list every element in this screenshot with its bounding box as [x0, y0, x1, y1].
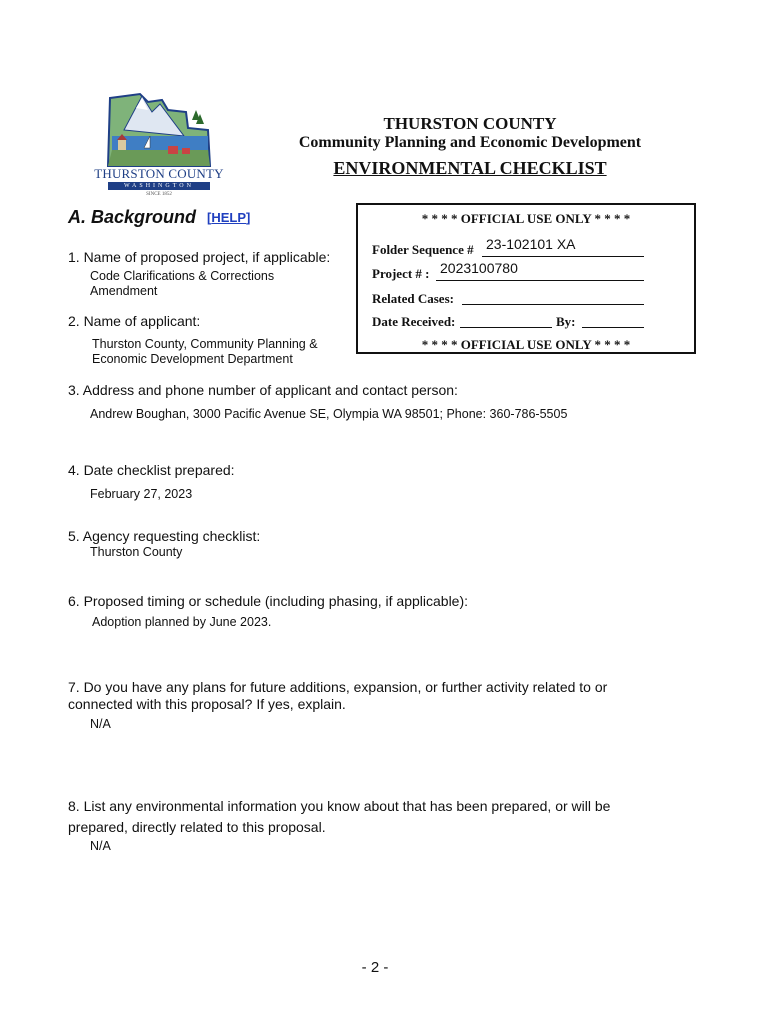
- department-title: Community Planning and Economic Development: [298, 134, 642, 151]
- project-number-label: Project # :: [372, 266, 430, 281]
- official-use-box: [356, 203, 696, 354]
- question-7-line-2: connected with this proposal? If yes, explain.: [68, 696, 346, 712]
- folder-sequence-value[interactable]: 23-102101 XA: [486, 236, 576, 252]
- folder-sequence-label: Folder Sequence #: [372, 242, 474, 257]
- mountain-landscape-icon: [88, 90, 230, 168]
- answer-1-line-1: Code Clarifications & Corrections: [90, 269, 275, 283]
- answer-3: Andrew Boughan, 3000 Pacific Avenue SE, Olympia WA 98501; Phone: 360-786-5505: [90, 407, 568, 421]
- question-3: 3. Address and phone number of applicant and contact person:: [68, 382, 458, 398]
- question-4: 4. Date checklist prepared:: [68, 462, 235, 478]
- answer-6: Adoption planned by June 2023.: [92, 615, 272, 629]
- page-number: - 2 -: [361, 959, 389, 976]
- question-5: 5. Agency requesting checklist:: [68, 528, 261, 544]
- project-number-value[interactable]: 2023100780: [440, 260, 518, 276]
- county-logo: [88, 90, 230, 200]
- date-received-line[interactable]: [460, 327, 552, 328]
- official-banner-bottom: * * * * OFFICIAL USE ONLY * * * *: [421, 337, 631, 352]
- answer-1-line-2: Amendment: [90, 284, 158, 298]
- answer-7: N/A: [90, 717, 111, 731]
- question-8-line-2: prepared, directly related to this proposal.: [68, 819, 326, 835]
- help-link[interactable]: [HELP]: [207, 210, 251, 225]
- answer-5: Thurston County: [90, 545, 183, 559]
- related-cases-line[interactable]: [462, 304, 644, 305]
- by-label: By:: [556, 314, 576, 329]
- official-banner-top: * * * * OFFICIAL USE ONLY * * * *: [421, 211, 631, 226]
- question-1: 1. Name of proposed project, if applicable:: [68, 249, 331, 265]
- related-cases-label: Related Cases:: [372, 291, 454, 306]
- logo-state: WASHINGTON: [108, 182, 210, 190]
- section-heading: A. Background: [68, 207, 197, 227]
- question-8: 8. List any environmental information you know about that has been prepared, or will be: [68, 798, 611, 814]
- project-number-line: [436, 280, 644, 281]
- folder-sequence-line: [482, 256, 644, 257]
- answer-2-line-2: Economic Development Department: [92, 352, 293, 366]
- logo-since: SINCE 1852: [146, 192, 172, 197]
- by-line[interactable]: [582, 327, 644, 328]
- answer-4: February 27, 2023: [90, 487, 193, 501]
- answer-8: N/A: [90, 839, 111, 853]
- date-received-label: Date Received:: [372, 314, 456, 329]
- question-2: 2. Name of applicant:: [68, 313, 201, 329]
- help-link-label: HELP: [211, 210, 247, 225]
- question-7: 7. Do you have any plans for future additions, expansion, or further activity related to or: [68, 679, 608, 695]
- page-title: ENVIRONMENTAL CHECKLIST: [333, 158, 607, 178]
- question-6: 6. Proposed timing or schedule (including phasing, if applicable):: [68, 593, 469, 609]
- answer-2-line-1: Thurston County, Community Planning &: [92, 337, 318, 351]
- logo-name: THURSTON COUNTY: [94, 166, 224, 181]
- county-title: THURSTON COUNTY: [383, 114, 557, 133]
